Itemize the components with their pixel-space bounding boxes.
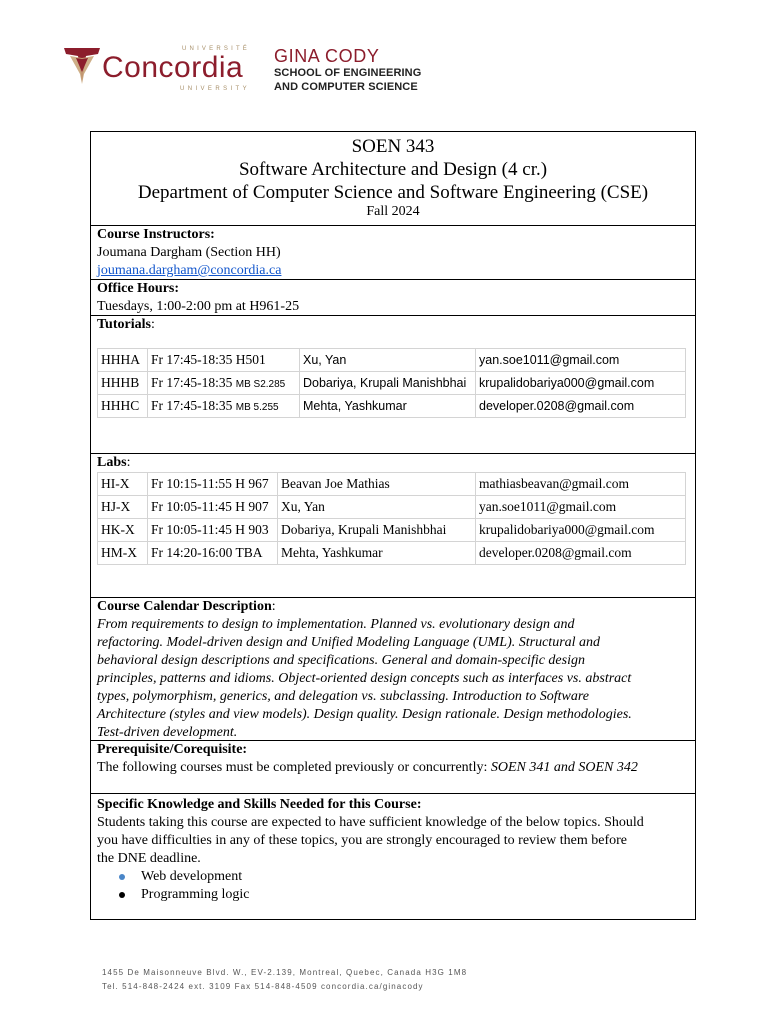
- instructor-email-link[interactable]: joumana.dargham@concordia.ca: [97, 263, 282, 278]
- table-row: [98, 496, 686, 519]
- list-item: [113, 886, 689, 904]
- skills-text: [97, 814, 689, 868]
- tutorials-colon: :: [150, 317, 155, 332]
- tutorial-section-cell: HHHC: [98, 395, 148, 418]
- tutorial-ta-cell: Mehta, Yashkumar: [300, 395, 476, 418]
- tutorial-time-cell: [148, 349, 300, 372]
- table-row: [98, 372, 686, 395]
- lab-time-cell: Fr 10:15-11:55 H 967: [148, 473, 278, 496]
- instructors-section: [91, 226, 695, 280]
- labs-heading: Labs: [97, 455, 127, 470]
- table-row: [98, 519, 686, 542]
- course-outline-box: [90, 131, 696, 920]
- office-hours-section: [91, 280, 695, 316]
- instructors-heading: Course Instructors:: [97, 227, 215, 242]
- prerequisite-heading: Prerequisite/Corequisite:: [97, 742, 248, 757]
- prerequisite-text: The following courses must be completed previously or concurrently:: [97, 760, 491, 775]
- instructor-name: Joumana Dargham (Section HH): [97, 245, 281, 260]
- list-item-label: Web development: [141, 869, 243, 884]
- tutorial-time-cell: [148, 395, 300, 418]
- course-code: SOEN 343: [351, 136, 435, 157]
- tutorial-time: Fr 17:45-18:35: [151, 375, 233, 390]
- university-top-label: UNIVERSITÉ: [182, 46, 251, 52]
- footer-contact-line: Tel. 514-848-2424 ext. 3109 Fax 514-848-4509 concordia.ca/ginacody: [102, 982, 424, 991]
- description-line: From requirements to design to implementation. Planned vs. evolutionary design and: [97, 617, 575, 632]
- description-heading: Course Calendar Description: [97, 599, 272, 614]
- tutorial-email-cell: developer.0208@gmail.com: [476, 395, 686, 418]
- tutorials-table: [97, 348, 686, 418]
- skills-line: you have difficulties in any of these topics, you are strongly encouraged to review them before: [97, 833, 628, 848]
- table-row: [98, 473, 686, 496]
- tutorial-email-cell: krupalidobariya000@gmail.com: [476, 372, 686, 395]
- tutorial-time: Fr 17:45-18:35 H501: [151, 352, 266, 367]
- prerequisite-courses: SOEN 341 and SOEN 342: [490, 760, 638, 775]
- lab-section-cell: HI-X: [98, 473, 148, 496]
- tutorials-section: [91, 316, 695, 454]
- tutorial-ta-cell: Xu, Yan: [300, 349, 476, 372]
- department-name: Department of Computer Science and Software Engineering (CSE): [137, 182, 649, 203]
- lab-ta-cell: Beavan Joe Mathias: [278, 473, 476, 496]
- school-name-block: [274, 46, 421, 94]
- lab-email-cell: mathiasbeavan@gmail.com: [476, 473, 686, 496]
- description-line: Architecture (styles and view models). Design quality. Design rationale. Design methodologies.: [97, 707, 632, 722]
- lab-ta-cell: Dobariya, Krupali Manishbhai: [278, 519, 476, 542]
- footer-contact: [102, 966, 467, 994]
- labs-table: [97, 472, 686, 565]
- course-title-section: [91, 132, 695, 226]
- table-row: [98, 349, 686, 372]
- bullet-icon: [119, 874, 125, 880]
- list-item: [113, 868, 689, 886]
- footer-address: 1455 De Maisonneuve Blvd. W., EV-2.139, Montreal, Quebec, Canada H3G 1M8: [102, 968, 468, 977]
- skills-line: the DNE deadline.: [97, 851, 201, 866]
- header-logos: [62, 40, 482, 100]
- tutorial-time: Fr 17:45-18:35: [151, 398, 233, 413]
- labs-section: [91, 454, 695, 598]
- tutorials-heading: Tutorials: [97, 317, 151, 332]
- university-bottom-label: UNIVERSITY: [180, 86, 251, 92]
- course-name: Software Architecture and Design (4 cr.): [238, 159, 548, 180]
- tutorial-ta-cell: Dobariya, Krupali Manishbhai: [300, 372, 476, 395]
- description-line: types, polymorphism, generics, and delegation vs. subclassing. Introduction to Software: [97, 689, 590, 704]
- lab-time-cell: Fr 14:20-16:00 TBA: [148, 542, 278, 565]
- tutorial-section-cell: HHHA: [98, 349, 148, 372]
- university-name: Concordia: [102, 51, 244, 84]
- description-text: [97, 616, 689, 742]
- lab-email-cell: krupalidobariya000@gmail.com: [476, 519, 686, 542]
- office-hours-heading: Office Hours:: [97, 281, 180, 296]
- school-line-2: AND COMPUTER SCIENCE: [274, 81, 418, 93]
- course-term: Fall 2024: [366, 204, 420, 219]
- office-hours-text: Tuesdays, 1:00-2:00 pm at H961-25: [97, 299, 300, 314]
- skills-heading: Specific Knowledge and Skills Needed for this Course:: [97, 797, 422, 812]
- description-line: behavioral design descriptions and specifications. General and domain-specific design: [97, 653, 585, 668]
- labs-colon: :: [126, 455, 131, 470]
- school-name: GINA CODY: [274, 46, 380, 66]
- concordia-crest-icon: [62, 44, 102, 88]
- lab-time-cell: Fr 10:05-11:45 H 903: [148, 519, 278, 542]
- tutorial-room: MB 5.255: [235, 402, 279, 413]
- description-colon: :: [271, 599, 276, 614]
- prerequisite-section: [91, 741, 695, 794]
- lab-section-cell: HM-X: [98, 542, 148, 565]
- description-line: refactoring. Model-driven design and Unified Modeling Language (UML). Structural and: [97, 635, 601, 650]
- table-row: [98, 542, 686, 565]
- bullet-icon: [119, 892, 125, 898]
- description-section: [91, 598, 695, 741]
- lab-section-cell: HK-X: [98, 519, 148, 542]
- lab-email-cell: developer.0208@gmail.com: [476, 542, 686, 565]
- lab-time-cell: Fr 10:05-11:45 H 907: [148, 496, 278, 519]
- tutorial-section-cell: HHHB: [98, 372, 148, 395]
- tutorial-time-cell: [148, 372, 300, 395]
- table-row: [98, 395, 686, 418]
- skills-line: Students taking this course are expected to have sufficient knowledge of the below topics. Should: [97, 815, 644, 830]
- skills-section: [91, 794, 695, 920]
- lab-ta-cell: Mehta, Yashkumar: [278, 542, 476, 565]
- lab-section-cell: HJ-X: [98, 496, 148, 519]
- description-line: principles, patterns and idioms. Object-oriented design concepts such as interfaces vs. abstract: [97, 671, 632, 686]
- tutorial-room: MB S2.285: [235, 379, 286, 390]
- list-item-label: Programming logic: [141, 887, 250, 902]
- tutorial-email-cell: yan.soe1011@gmail.com: [476, 349, 686, 372]
- school-line-1: SCHOOL OF ENGINEERING: [274, 67, 422, 79]
- skills-list: [113, 868, 689, 904]
- lab-ta-cell: Xu, Yan: [278, 496, 476, 519]
- lab-email-cell: yan.soe1011@gmail.com: [476, 496, 686, 519]
- description-line: Test-driven development.: [97, 725, 238, 740]
